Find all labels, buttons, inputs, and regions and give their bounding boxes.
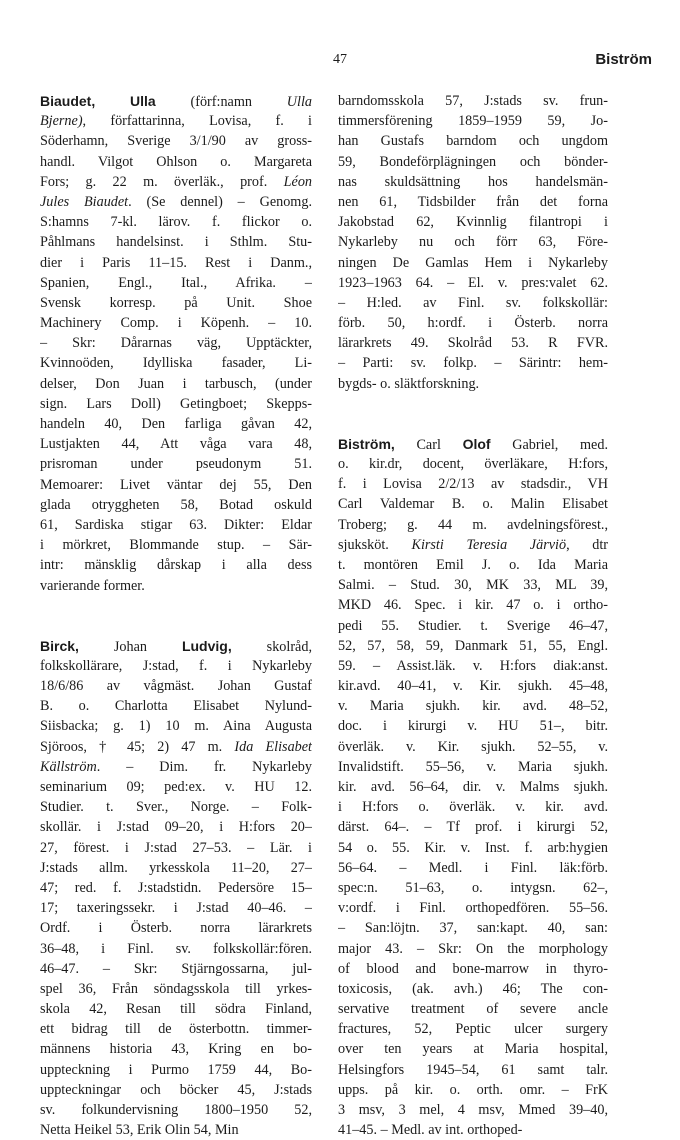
text-segment: – San:löjtn. 37, san:kapt. 40, san: [338,920,608,937]
text-line [338,454,608,474]
entry-first-line [40,91,312,111]
text-segment: MKD 46. Spec. i kir. 47 o. i ortho- [338,597,608,614]
text-segment: överläk. v. Kir. sjukh. 52–55, v. [338,738,608,755]
text-segment: Spanien, Engl., Ital., Afrika. – [40,274,312,291]
text-line [338,212,608,232]
text-segment: seminarium 09; ped:ex. v. HU 12. [40,779,312,795]
text-line [40,676,312,696]
text-segment: v. Maria sjukh. kir. avd. 48–52, [338,698,608,715]
text-segment: of blood and bone-marrow in thyro- [338,960,608,977]
italic-segment: Ida Elisabet [234,738,312,755]
text-line [40,1080,312,1100]
text-segment: fractures, 52, Peptic ulcer surgery [338,1021,608,1038]
text-segment: Helsingfors 1945–54, 61 samt talr. [338,1061,608,1078]
text-line [338,494,608,514]
text-segment: 59, Bondeförplägningen och bönder- [338,153,608,170]
text-segment: t. montören Emil J. o. Ida Maria [338,556,608,573]
text-segment: Siisbacka; g. 1) 10 m. Aina Augusta [40,718,312,735]
italic-segment: Källström [40,758,97,775]
text-segment: Fors; g. 22 m. överläk., prof. [40,173,284,190]
text-line [338,535,608,555]
text-line [40,838,312,858]
text-line [338,1100,608,1120]
entry-body [40,656,312,1140]
text-segment: därst. 64–. – Tf prof. i kirurgi 52, [338,819,608,836]
text-line [40,394,312,414]
text-line [40,939,312,959]
text-segment: – Parti: sv. folkp. – Särintr: hem- [338,355,608,372]
text-line [338,737,608,757]
text-line [40,858,312,878]
left-column [40,91,312,1140]
text-line [40,999,312,1019]
text-segment: handl. Vilgot Ohlson o. Margareta [40,153,312,170]
text-segment: Svensk korresp. på Unit. Shoe [40,294,312,311]
text-segment: Nykarleby nu och förr 63, Före- [338,234,608,251]
text-line [40,1060,312,1080]
entry-given-name: Ludvig, [181,637,232,654]
text-segment: spel 36, Från söndagsskola till yrkes- [40,980,312,997]
text-line [40,293,312,313]
text-segment: toxicosis, (ak. avh.) 46; The con- [338,980,608,997]
entry-body [338,454,608,1140]
entry-given-names: Johan [78,638,182,655]
text-line [338,91,608,111]
text-line [40,656,312,676]
text-segment: Jakobstad 62, Kvinnlig filantropi i [338,214,608,231]
text-line [338,1120,608,1140]
text-line [338,313,608,333]
text-line [338,192,608,212]
text-segment: bygds- o. släktforskning. [338,375,480,392]
text-line [40,737,312,757]
text-segment: Kvinnoöden, Idylliska fasader, Li- [40,355,312,372]
text-line [40,333,312,353]
text-line [40,918,312,938]
text-segment: 56–64. – Medl. i Finl. läk:förb. [338,859,608,876]
text-line [338,777,608,797]
text-line [40,212,312,232]
text-line [40,152,312,172]
text-line [40,979,312,999]
text-line [40,374,312,394]
text-line [338,757,608,777]
text-segment: Troberg; g. 44 m. avdelningsförest., [338,516,608,533]
text-segment: sv. folkundervisning 1800–1950 52, [40,1102,312,1118]
entry-first-line [338,434,608,454]
text-segment: doc. i kirurgi v. HU 51–, bitr. [338,718,608,735]
text-segment: 36–48, i Finl. sv. folkskollär:fören. [40,940,312,957]
text-segment: folkskollärare, J:stad, f. i Nykarleby [40,657,312,674]
text-line [338,273,608,293]
text-segment: Studier. t. Sver., Norge. – Folk- [40,799,312,816]
text-segment: ningen De Gamlas Hem i Nykarleby [338,254,608,271]
text-segment: skollär. i J:stad 09–20, i H:fors 20– [40,819,312,836]
text-segment: spec:n. 51–63, o. intygsn. 62–, [338,879,608,896]
text-line [40,353,312,373]
text-line [338,797,608,817]
text-line [338,716,608,736]
text-line [40,1039,312,1059]
text-line [338,979,608,999]
text-segment: over ten years at Maria hospital, [338,1041,608,1058]
text-line [338,293,608,313]
text-line [40,313,312,333]
text-line [338,575,608,595]
entry-birck-continued [338,91,608,394]
text-segment: delser, Don Juan i tarbusch, (under [40,375,312,392]
text-line [338,515,608,535]
text-segment: dier i Paris 11–15. Rest i Danm., [40,254,312,271]
text-line [338,555,608,575]
text-segment: S:hamns 7-kl. lärov. f. flickor o. [40,214,312,231]
text-segment: Carl Valdemar B. o. Malin Elisabet [338,496,608,513]
text-line [40,757,312,777]
text-segment: sjuksköt. [338,536,412,553]
text-line [338,172,608,192]
text-segment: Påhlmans handelsinst. i Sthlm. Stu- [40,234,312,251]
text-segment: skola 42, Resan till södra Finland, [40,1001,312,1018]
text-segment: männens historia 43, Kring en bo- [40,1041,312,1058]
text-line [338,1019,608,1039]
text-line [40,192,312,212]
text-line [338,918,608,938]
text-line [338,111,608,131]
text-line [40,1120,312,1140]
text-segment: i mörkret, Blommande stup. – Sär- [40,537,312,554]
text-segment: major 43. – Skr: On the morphology [338,940,608,957]
text-segment: 27, förest. i J:stad 27–53. – Lär. i [40,839,312,856]
text-line [338,152,608,172]
text-line [40,817,312,837]
text-line [40,535,312,555]
text-line [338,838,608,858]
text-segment: prisroman under pseudonym 51. [40,456,312,473]
text-line [338,1060,608,1080]
text-segment: servative treatment of severe ancle [338,1001,608,1018]
text-segment: handeln 40, Den farliga gåvan 42, [40,416,312,432]
text-segment: 54 o. 55. Kir. v. Inst. f. arb:hygien [338,839,608,856]
text-segment: Invalidstift. 55–56, v. Maria sjukh. [338,758,608,775]
text-segment: Memoarer: Livet väntar dej 55, Den [40,476,312,493]
entry-biaudet [40,91,312,596]
text-segment: intr: mänsklig dårskap i alla dess [40,557,312,574]
text-line [40,434,312,454]
text-segment: lärarkrets 49. Skolråd 53. R FVR. [338,335,608,352]
text-segment: Netta Heikel 53, Erik Olin 54, Min [40,1122,239,1139]
text-line [40,232,312,252]
text-segment: 1923–1963 64. – El. v. pres:valet 62. [338,274,608,291]
text-segment: varierande former. [40,577,145,594]
text-segment: 59. – Assist.läk. v. H:fors diak:anst. [338,657,608,674]
text-segment: . – Dim. fr. Nykarleby [96,758,312,775]
text-line [40,515,312,535]
text-line [40,1019,312,1039]
text-segment: ett bidrag till de österbottn. timmer- [40,1021,312,1038]
entry-given-name: Olof [462,435,491,452]
text-line [40,1100,312,1120]
text-line [338,374,608,394]
text-segment: pedi 55. Studier. t. Sverige 46–47, [338,617,608,634]
text-segment: 17; taxeringssekr. i J:stad 40–46. – [40,900,312,917]
text-line [40,576,312,596]
entry-bistrom [338,434,608,1140]
text-segment: 52, 57, 58, 59, Danmark 51, 55, Engl. [338,637,608,654]
text-line [338,636,608,656]
text-line [338,353,608,373]
text-segment: Sjöroos, † 45; 2) 47 m. [40,738,235,755]
text-line [338,474,608,494]
text-line [40,555,312,575]
text-segment: sign. Lars Doll) Getingboet; Skepps- [40,395,312,412]
text-line [338,131,608,151]
text-segment: kir. avd. 56–64, dir. v. Malms sjukh. [338,779,608,795]
text-line [40,172,312,192]
text-line [338,858,608,878]
text-segment: kir.avd. 40–41, v. Kir. sjukh. 45–48, [338,678,608,695]
text-line [40,777,312,797]
text-segment: v:ordf. i Finl. orthopedfören. 55–56. [338,900,608,917]
text-segment: J:stads allm. yrkesskola 11–20, 27– [40,859,312,876]
text-line [338,1080,608,1100]
text-line [338,616,608,636]
text-segment: glada otryggheten 58, Botad oskuld [40,496,312,513]
text-line [338,999,608,1019]
italic-segment: Bjerne) [40,113,83,130]
text-segment: 3 msv, 3 mel, 4 msv, Mmed 39–40, [338,1102,608,1118]
text-segment: , dtr [566,536,608,553]
text-segment: uppteckningar och böcker 45, J:stads [40,1081,312,1098]
text-line [338,959,608,979]
text-segment: o. kir.dr, docent, överläkare, H:fors, [338,456,608,472]
entry-first-line [40,636,312,656]
running-head: Biström [595,51,652,68]
text-segment: upps. på kir. o. orth. omr. – FrK [338,1081,608,1098]
text-line [40,273,312,293]
italic-segment: Kirsti Teresia Järviö [411,536,567,553]
text-line [40,959,312,979]
text-segment: nas skuldsättning hos handelsmän- [338,173,608,190]
text-line [40,111,312,131]
text-line [40,495,312,515]
entry-surname: Biström, [338,435,395,452]
text-segment: nen 61, Tidsbilder från det forna [338,193,608,210]
text-segment: 47; red. f. J:stadstidn. Pedersöre 15– [40,879,312,896]
text-line [40,475,312,495]
text-segment: B. o. Charlotta Elisabet Nylund- [40,698,312,715]
entry-body [338,91,608,394]
text-line [40,797,312,817]
text-segment: 18/6/86 av vågmäst. Johan Gustaf [40,678,312,695]
entry-body [40,111,312,596]
text-line [338,898,608,918]
text-line [40,253,312,273]
text-segment: Lustjakten 44, Att våga vara 48, [40,436,312,453]
text-segment: f. i Lovisa 2/2/13 av stadsdir., VH [338,476,608,493]
entry-birck [40,636,312,1140]
text-line [338,696,608,716]
text-line [338,817,608,837]
text-segment: Ordf. i Österb. norra lärarkrets [40,920,312,937]
entry-surname: Birck, [40,637,79,654]
italic-segment: Jules Biaudet [40,193,129,210]
text-segment: Machinery Comp. i Köpenh. – 10. [40,315,312,332]
text-line [338,232,608,252]
text-segment: 46–47. – Skr: Stjärngossarna, jul- [40,960,312,977]
text-segment: Söderhamn, Sverige 3/1/90 av gross- [40,133,312,150]
entry-surname: Biaudet, [40,93,96,109]
text-line [338,1039,608,1059]
text-segment: 61, Sardiska stigar 63. Dikter: Eldar [40,516,312,533]
text-segment: Salmi. – Stud. 30, MK 33, ML 39, [338,577,608,594]
text-segment: uppteckning i Purmo 1759 44, Bo- [40,1061,312,1078]
text-segment: barndomsskola 57, J:stads sv. frun- [338,93,608,109]
text-line [338,253,608,273]
text-line [40,414,312,434]
text-segment: (förf:namn [155,94,287,110]
page-number: 47 [333,52,347,67]
text-segment: 41–45. – Medl. av int. orthoped- [338,1122,523,1139]
text-segment: – Skr: Dårarnas väg, Upptäckter, [40,335,312,352]
text-segment: , författarinna, Lovisa, f. i [82,113,312,130]
text-line [338,878,608,898]
text-line [338,595,608,615]
text-segment: timmersförening 1859–1959 59, Jo- [338,113,608,130]
text-line [338,656,608,676]
italic-segment: Ulla [286,94,312,110]
text-line [40,898,312,918]
text-segment: Gabriel, med. [490,436,608,453]
text-line [40,131,312,151]
text-line [40,716,312,736]
text-line [40,878,312,898]
text-line [338,939,608,959]
text-segment: – H:led. av Finl. sv. folkskollär: [338,294,608,311]
text-segment: förb. 50, h:ordf. i Österb. norra [338,315,608,332]
text-line [40,454,312,474]
text-line [40,696,312,716]
italic-segment: Léon [283,173,312,190]
text-segment: i H:fors o. överläk. v. kir. avd. [338,799,608,816]
text-line [338,333,608,353]
text-segment: han Gustafs barndom och ungdom [338,133,608,150]
entry-given-names: Carl [394,436,463,453]
text-segment: . (Se dennel) – Genomg. [128,193,312,210]
entry-given-name: Ulla [130,93,156,109]
text-line [338,676,608,696]
text-segment: skolråd, [231,638,312,655]
right-column [338,91,608,1140]
